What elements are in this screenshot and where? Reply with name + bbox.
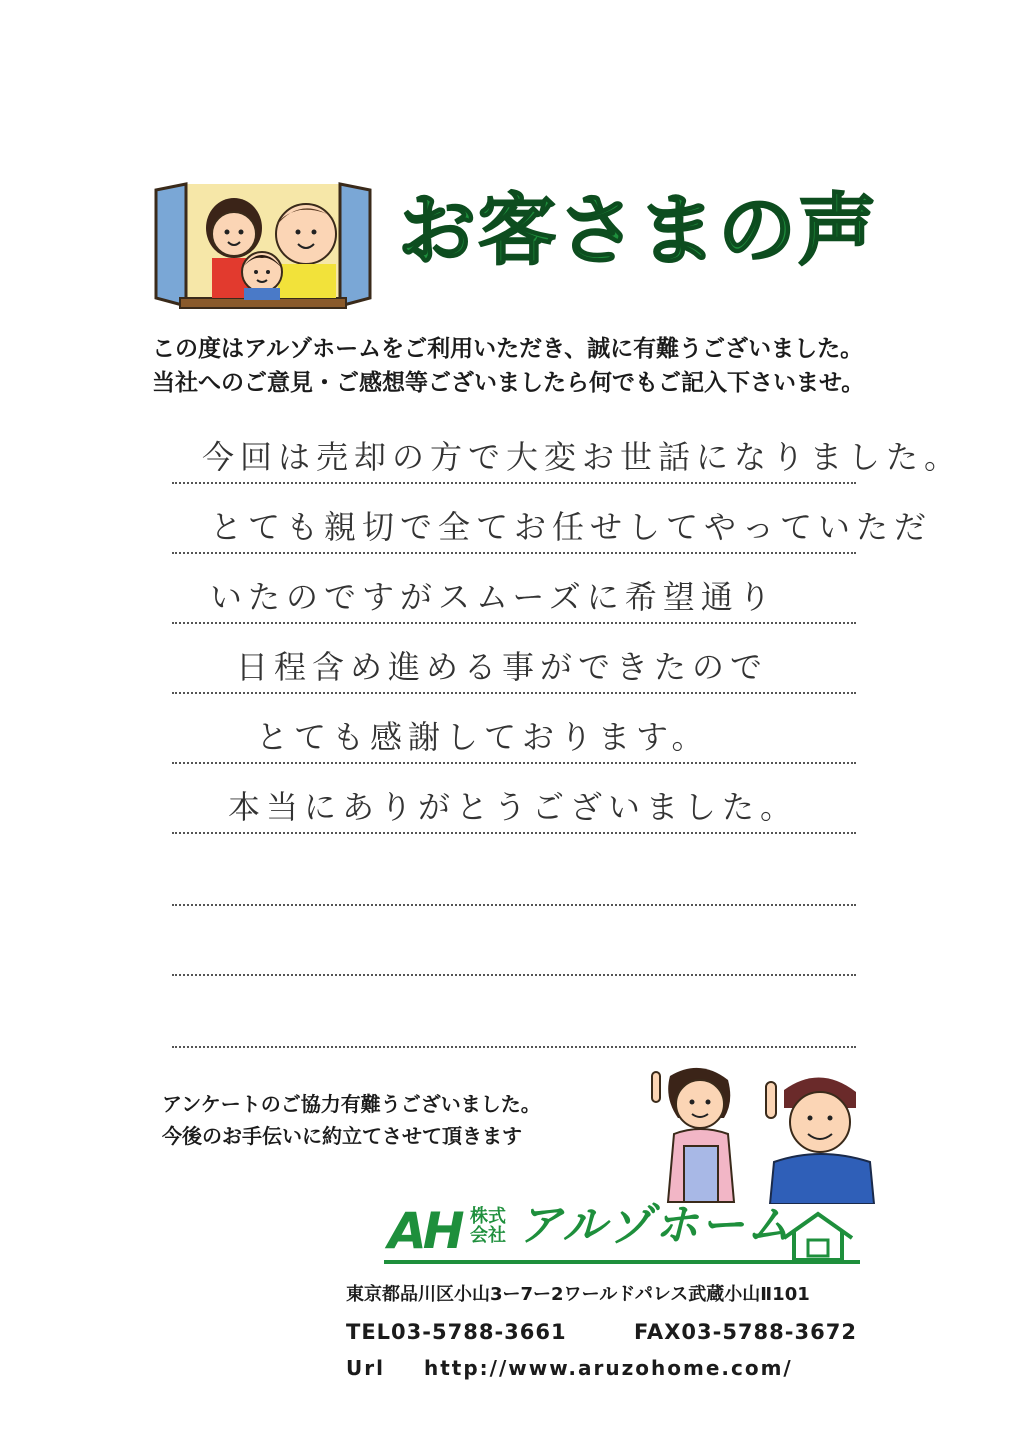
outro-line-2: 今後のお手伝いに約立てさせて頂きます (162, 1124, 522, 1148)
comment-line (172, 694, 856, 764)
dotted-rule (172, 974, 856, 976)
comment-line (172, 554, 856, 624)
comment-line (172, 414, 963, 484)
handwritten-text: 今回は売却の方で大変お世話になりました。 (202, 438, 963, 476)
company-fax: FAX03-5788-3672 (634, 1320, 857, 1344)
dotted-rule (172, 832, 856, 834)
page-title: お客さまの声 (398, 186, 879, 276)
company-url[interactable]: http://www.aruzohome.com/ (424, 1356, 793, 1380)
logo-mark: AH (388, 1202, 461, 1260)
handwritten-text: いたのですがスムーズに希望通り (210, 578, 777, 616)
family-window-illustration (152, 180, 374, 312)
comment-line (172, 836, 856, 906)
comment-line (172, 978, 856, 1048)
company-tel: TEL03-5788-3661 (346, 1320, 567, 1344)
outro-line-1: アンケートのご協力有難うございました。 (162, 1092, 541, 1116)
company-address: 東京都品川区小山3ー7ー2ワールドパレス武蔵小山Ⅱ101 (346, 1284, 810, 1305)
logo-company-name: アルゾホーム (518, 1200, 793, 1251)
handwritten-text: とても親切で全てお任せしてやっていただ (210, 508, 933, 546)
comment-line (172, 624, 856, 694)
intro-line-2: 当社へのご意見・ご感想等ございましたら何でもご記入下さいませ。 (152, 370, 865, 396)
handwritten-text: 日程含め進める事ができたので (236, 648, 769, 686)
company-logo (378, 1198, 864, 1272)
url-label: Url (346, 1356, 385, 1380)
comment-line (172, 906, 856, 976)
handwritten-text: とても感謝しております。 (256, 718, 710, 756)
intro-line-1: この度はアルゾホームをご利用いただき、誠に有難うございました。 (152, 336, 864, 362)
handwritten-text: 本当にありがとうございました。 (228, 788, 799, 826)
staff-illustration (634, 1062, 878, 1204)
comment-line (172, 764, 856, 834)
logo-kabushiki: 株式会社 (470, 1206, 506, 1246)
comment-line (172, 484, 933, 554)
dotted-rule (172, 1046, 856, 1048)
logo-underline (384, 1260, 860, 1264)
house-icon (780, 1210, 856, 1264)
